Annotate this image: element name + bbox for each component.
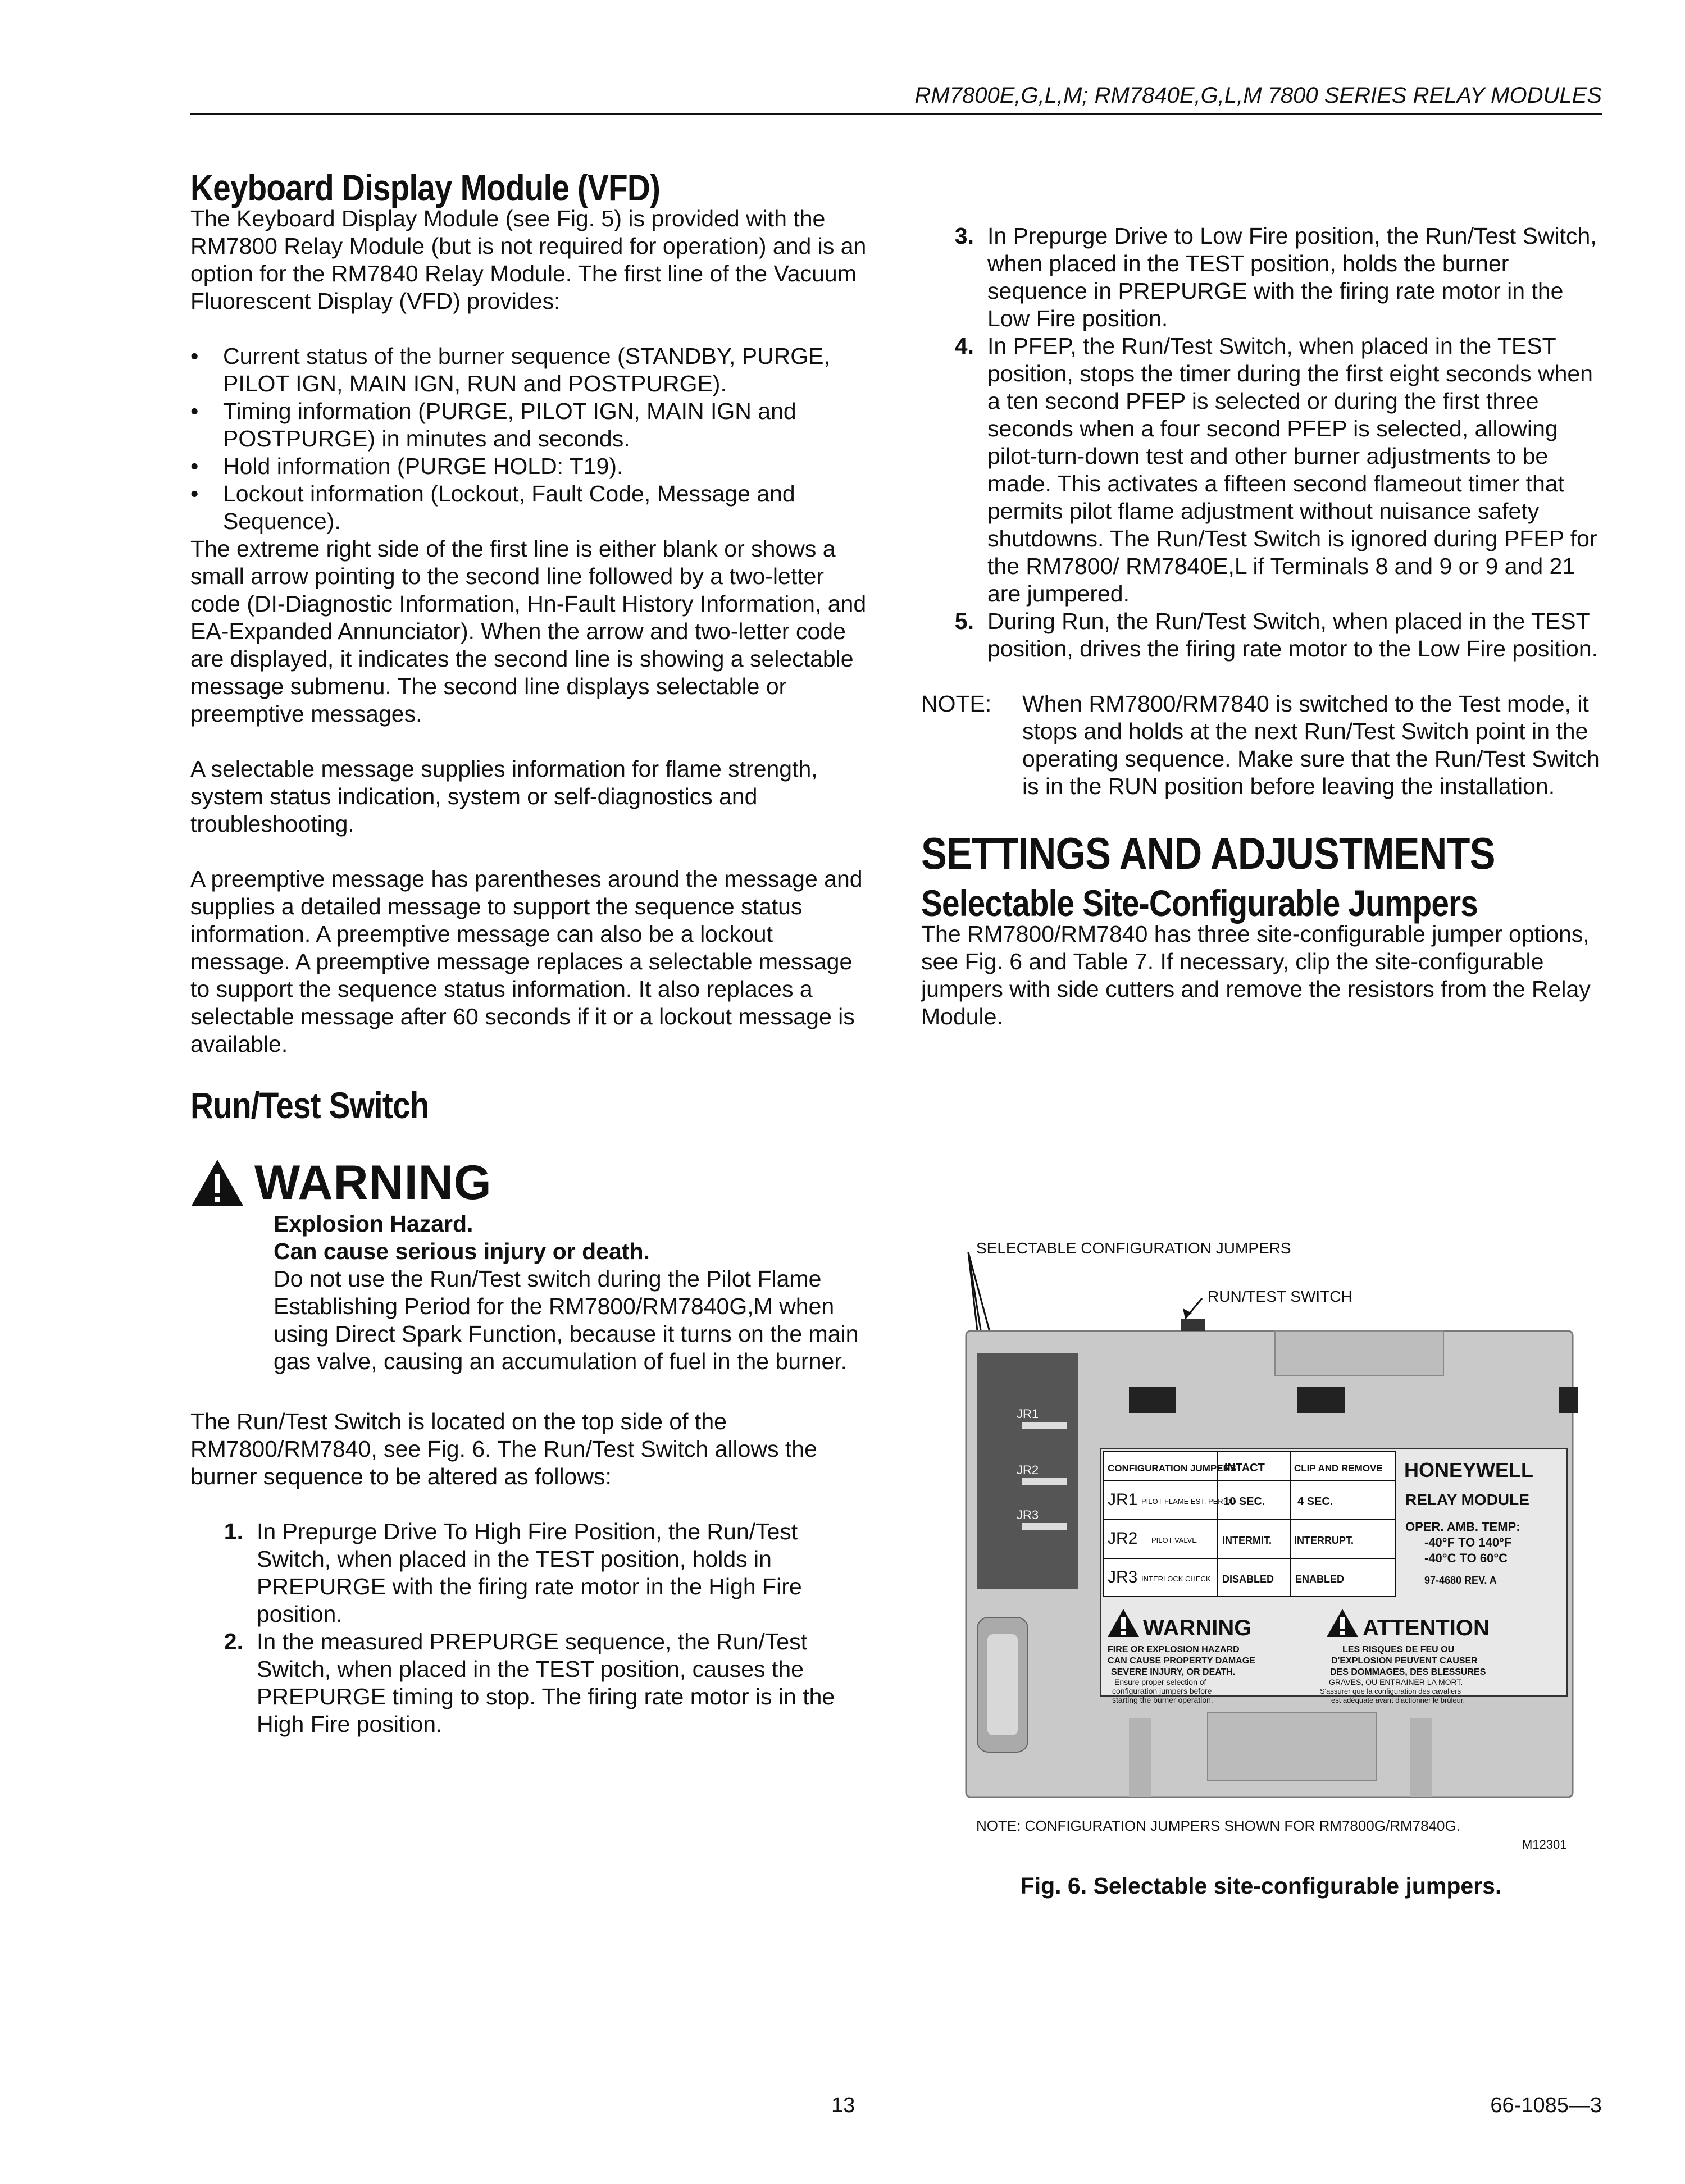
document-number: 66-1085—3 [1490, 2094, 1602, 2117]
table-row-desc: PILOT FLAME EST. PERIOD [1141, 1497, 1236, 1506]
figure-note: NOTE: CONFIGURATION JUMPERS SHOWN FOR RM7800G/RM7840G. [976, 1817, 1460, 1834]
list-item: • Timing information (PURGE, PILOT IGN, MAIN IGN and POSTPURGE) in minutes and seconds. [190, 398, 870, 453]
table-row-intact: DISABLED [1222, 1574, 1274, 1585]
jumpers-heading: Selectable Site-Configurable Jumpers [921, 882, 1478, 924]
label-warning-line: FIRE OR EXPLOSION HAZARD [1108, 1645, 1240, 1654]
label-attention-line: DES DOMMAGES, DES BLESSURES [1330, 1667, 1486, 1677]
kdm-paragraph-4: A preemptive message has parentheses around the message and supplies a detailed message to support the sequence status information. A preemptive message can also be a lockout message. A preemptive message replaces a selectable message to support the sequence status information. It also replaces a selectable message after 60 seconds if it or a lockout message is available. [190, 866, 863, 1057]
warning-line-2: Can cause serious injury or death. [274, 1238, 650, 1264]
table-header-clip: CLIP AND REMOVE [1294, 1463, 1383, 1474]
run-test-steps-left [190, 1518, 870, 1738]
warning-title: WARNING [254, 1155, 492, 1210]
label-warning-line: CAN CAUSE PROPERTY DAMAGE [1108, 1656, 1255, 1666]
test-mode-note [921, 690, 1601, 800]
step-text: In the measured PREPURGE sequence, the Run/Test Switch, when placed in the TEST position, causes the PREPURGE timing to stop. The firing rate motor is in the High Fire position. [257, 1629, 835, 1737]
kdm-paragraph-2: The extreme right side of the first line is either blank or shows a small arrow pointing to the second line followed by a two-letter code (DI-Diagnostic Information, Hn-Fault History Information, and EA-Expanded Annunciator). When the arrow and two-letter code are displayed, it indicates the second line is showing a selectable message submenu. The second line displays selectable or preemptive messages. [190, 536, 867, 727]
step-number: 5. [954, 608, 974, 634]
run-test-heading: Run/Test Switch [190, 1084, 429, 1126]
configuration-table [1104, 1452, 1396, 1597]
table-row-jr: JR1 [1108, 1490, 1138, 1509]
figure-code: M12301 [1522, 1838, 1567, 1852]
table-header-config: CONFIGURATION JUMPERS [1108, 1463, 1237, 1474]
right-column [921, 222, 1601, 1031]
temp-c: -40°C TO 60°C [1424, 1551, 1508, 1565]
table-row-desc: INTERLOCK CHECK [1141, 1575, 1211, 1583]
jr1-label: JR1 [1017, 1407, 1039, 1421]
warning-body [190, 1210, 870, 1375]
list-item: • Current status of the burner sequence (STANDBY, PURGE, PILOT IGN, MAIN IGN, RUN and POSTPURGE). [190, 343, 870, 398]
table-row-intact: 10 SEC. [1223, 1495, 1265, 1508]
list-item: • Hold information (PURGE HOLD: T19). [190, 453, 870, 480]
list-item [190, 1518, 870, 1628]
left-column [190, 167, 870, 1738]
step-number: 3. [954, 223, 974, 249]
kdm-paragraph-3: A selectable message supplies information for flame strength, system status indication, system or self-diagnostics and troubleshooting. [190, 756, 818, 837]
step-text: In PFEP, the Run/Test Switch, when placed in the TEST position, stops the timer during the first eight seconds when a ten second PFEP is selected or during the first three seconds when a four second PFEP is selected, allowing pilot-turn-down test and other burner adjustments to be made. This activates a fifteen second flameout timer that permits pilot flame adjustment without nuisance safety shutdowns. The Run/Test Switch is ignored during PFEP for the RM7800/ RM7840E,L if Terminals 8 and 9 or 9 and 21 are jumpered. [987, 333, 1597, 607]
table-row-jr: JR3 [1108, 1568, 1138, 1586]
label-warning-title: WARNING [1143, 1616, 1252, 1640]
note-label: NOTE: [921, 691, 992, 717]
label-attention-line: est adéquate avant d'actionner le brûleur. [1331, 1696, 1465, 1704]
list-item [190, 1628, 870, 1738]
page-number: 13 [831, 2094, 855, 2117]
label-attention-title: ATTENTION [1363, 1616, 1490, 1640]
jr3-label: JR3 [1017, 1508, 1039, 1522]
list-item [921, 222, 1601, 332]
table-row-clip: INTERRUPT. [1294, 1535, 1354, 1546]
label-attention-line: LES RISQUES DE FEU OU [1342, 1645, 1455, 1654]
run-test-intro: The Run/Test Switch is located on the top side of the RM7800/RM7840, see Fig. 6. The Run/Test Switch allows the burner sequence to be altered as follows: [190, 1408, 817, 1489]
warning-line-1: Explosion Hazard. [274, 1211, 473, 1237]
label-warning-line: SEVERE INJURY, OR DEATH. [1111, 1667, 1236, 1677]
kdm-heading: Keyboard Display Module (VFD) [190, 167, 661, 208]
step-number: 1. [224, 1519, 243, 1544]
jumpers-text: The RM7800/RM7840 has three site-configurable jumper options, see Fig. 6 and Table 7. If necessary, clip the site-configurable jumpers with side cutters and remove the resistors from the Relay Module. [921, 921, 1591, 1029]
table-header-intact: INTACT [1224, 1462, 1265, 1474]
running-header: RM7800E,G,L,M; RM7840E,G,L,M 7800 SERIES RELAY MODULES [190, 83, 1602, 115]
callout-switch: RUN/TEST SWITCH [1208, 1288, 1352, 1305]
step-number: 2. [224, 1629, 243, 1654]
jr2-label: JR2 [1017, 1463, 1039, 1477]
table-row-jr: JR2 [1108, 1529, 1138, 1548]
label-warning-line: starting the burner operation. [1112, 1695, 1213, 1704]
list-item [921, 332, 1601, 608]
part-rev: 97-4680 REV. A [1424, 1575, 1497, 1586]
note-text: When RM7800/RM7840 is switched to the Test mode, it stops and holds at the next Run/Test Switch point in the operating sequence. Make sure that the Run/Test Switch is in the RUN position before leaving the installation. [1022, 691, 1600, 799]
product-name: RELAY MODULE [1405, 1491, 1529, 1508]
temp-f: -40°F TO 140°F [1424, 1535, 1512, 1549]
table-row-clip: ENABLED [1295, 1574, 1345, 1585]
relay-module-figure [960, 1224, 1578, 1853]
brand-name: HONEYWELL [1404, 1458, 1533, 1481]
step-text: In Prepurge Drive to Low Fire position, the Run/Test Switch, when placed in the TEST position, holds the burner sequence in PREPURGE with the firing rate motor in the Low Fire position. [987, 223, 1597, 331]
temp-title: OPER. AMB. TEMP: [1405, 1520, 1520, 1534]
label-attention-line: D'EXPLOSION PEUVENT CAUSER [1331, 1656, 1478, 1666]
kdm-intro: The Keyboard Display Module (see Fig. 5) is provided with the RM7800 Relay Module (but is not required for operation) and is an option for the RM7840 Relay Module. The first line of the Vacuum Fluorescent Display (VFD) provides: [190, 206, 867, 314]
list-item: • Lockout information (Lockout, Fault Code, Message and Sequence). [190, 480, 870, 535]
kdm-bullet-list [190, 343, 870, 535]
table-row-clip: 4 SEC. [1297, 1495, 1333, 1508]
step-text: In Prepurge Drive To High Fire Position, the Run/Test Switch, when placed in the TEST position, holds in PREPURGE with the firing rate motor in the High Fire position. [257, 1519, 802, 1627]
figure-caption: Fig. 6. Selectable site-configurable jumpers. [1020, 1873, 1502, 1899]
warning-text: Do not use the Run/Test switch during the Pilot Flame Establishing Period for the RM7800/RM7840G,M when using Direct Spark Function, because it turns on the main gas valve, causing an accumulation of fuel in the burner. [274, 1266, 859, 1374]
list-item [921, 608, 1601, 663]
warning-header [190, 1155, 870, 1210]
settings-heading: SETTINGS AND ADJUSTMENTS [921, 828, 1495, 878]
callout-jumpers: SELECTABLE CONFIGURATION JUMPERS [976, 1239, 1291, 1257]
table-row-desc: PILOT VALVE [1151, 1536, 1197, 1544]
table-row-intact: INTERMIT. [1222, 1535, 1272, 1546]
step-number: 4. [954, 333, 974, 359]
label-warning-line: configuration jumpers before [1112, 1686, 1212, 1695]
label-attention-line: S'assurer que la configuration des cavaliers [1320, 1687, 1461, 1695]
step-text: During Run, the Run/Test Switch, when placed in the TEST position, drives the firing rate motor to the Low Fire position. [987, 608, 1599, 662]
label-warning-line: Ensure proper selection of [1114, 1677, 1206, 1686]
run-test-steps-right [921, 222, 1601, 663]
warning-triangle-icon [190, 1159, 244, 1207]
label-attention-line: GRAVES, OU ENTRAINER LA MORT. [1329, 1677, 1463, 1686]
